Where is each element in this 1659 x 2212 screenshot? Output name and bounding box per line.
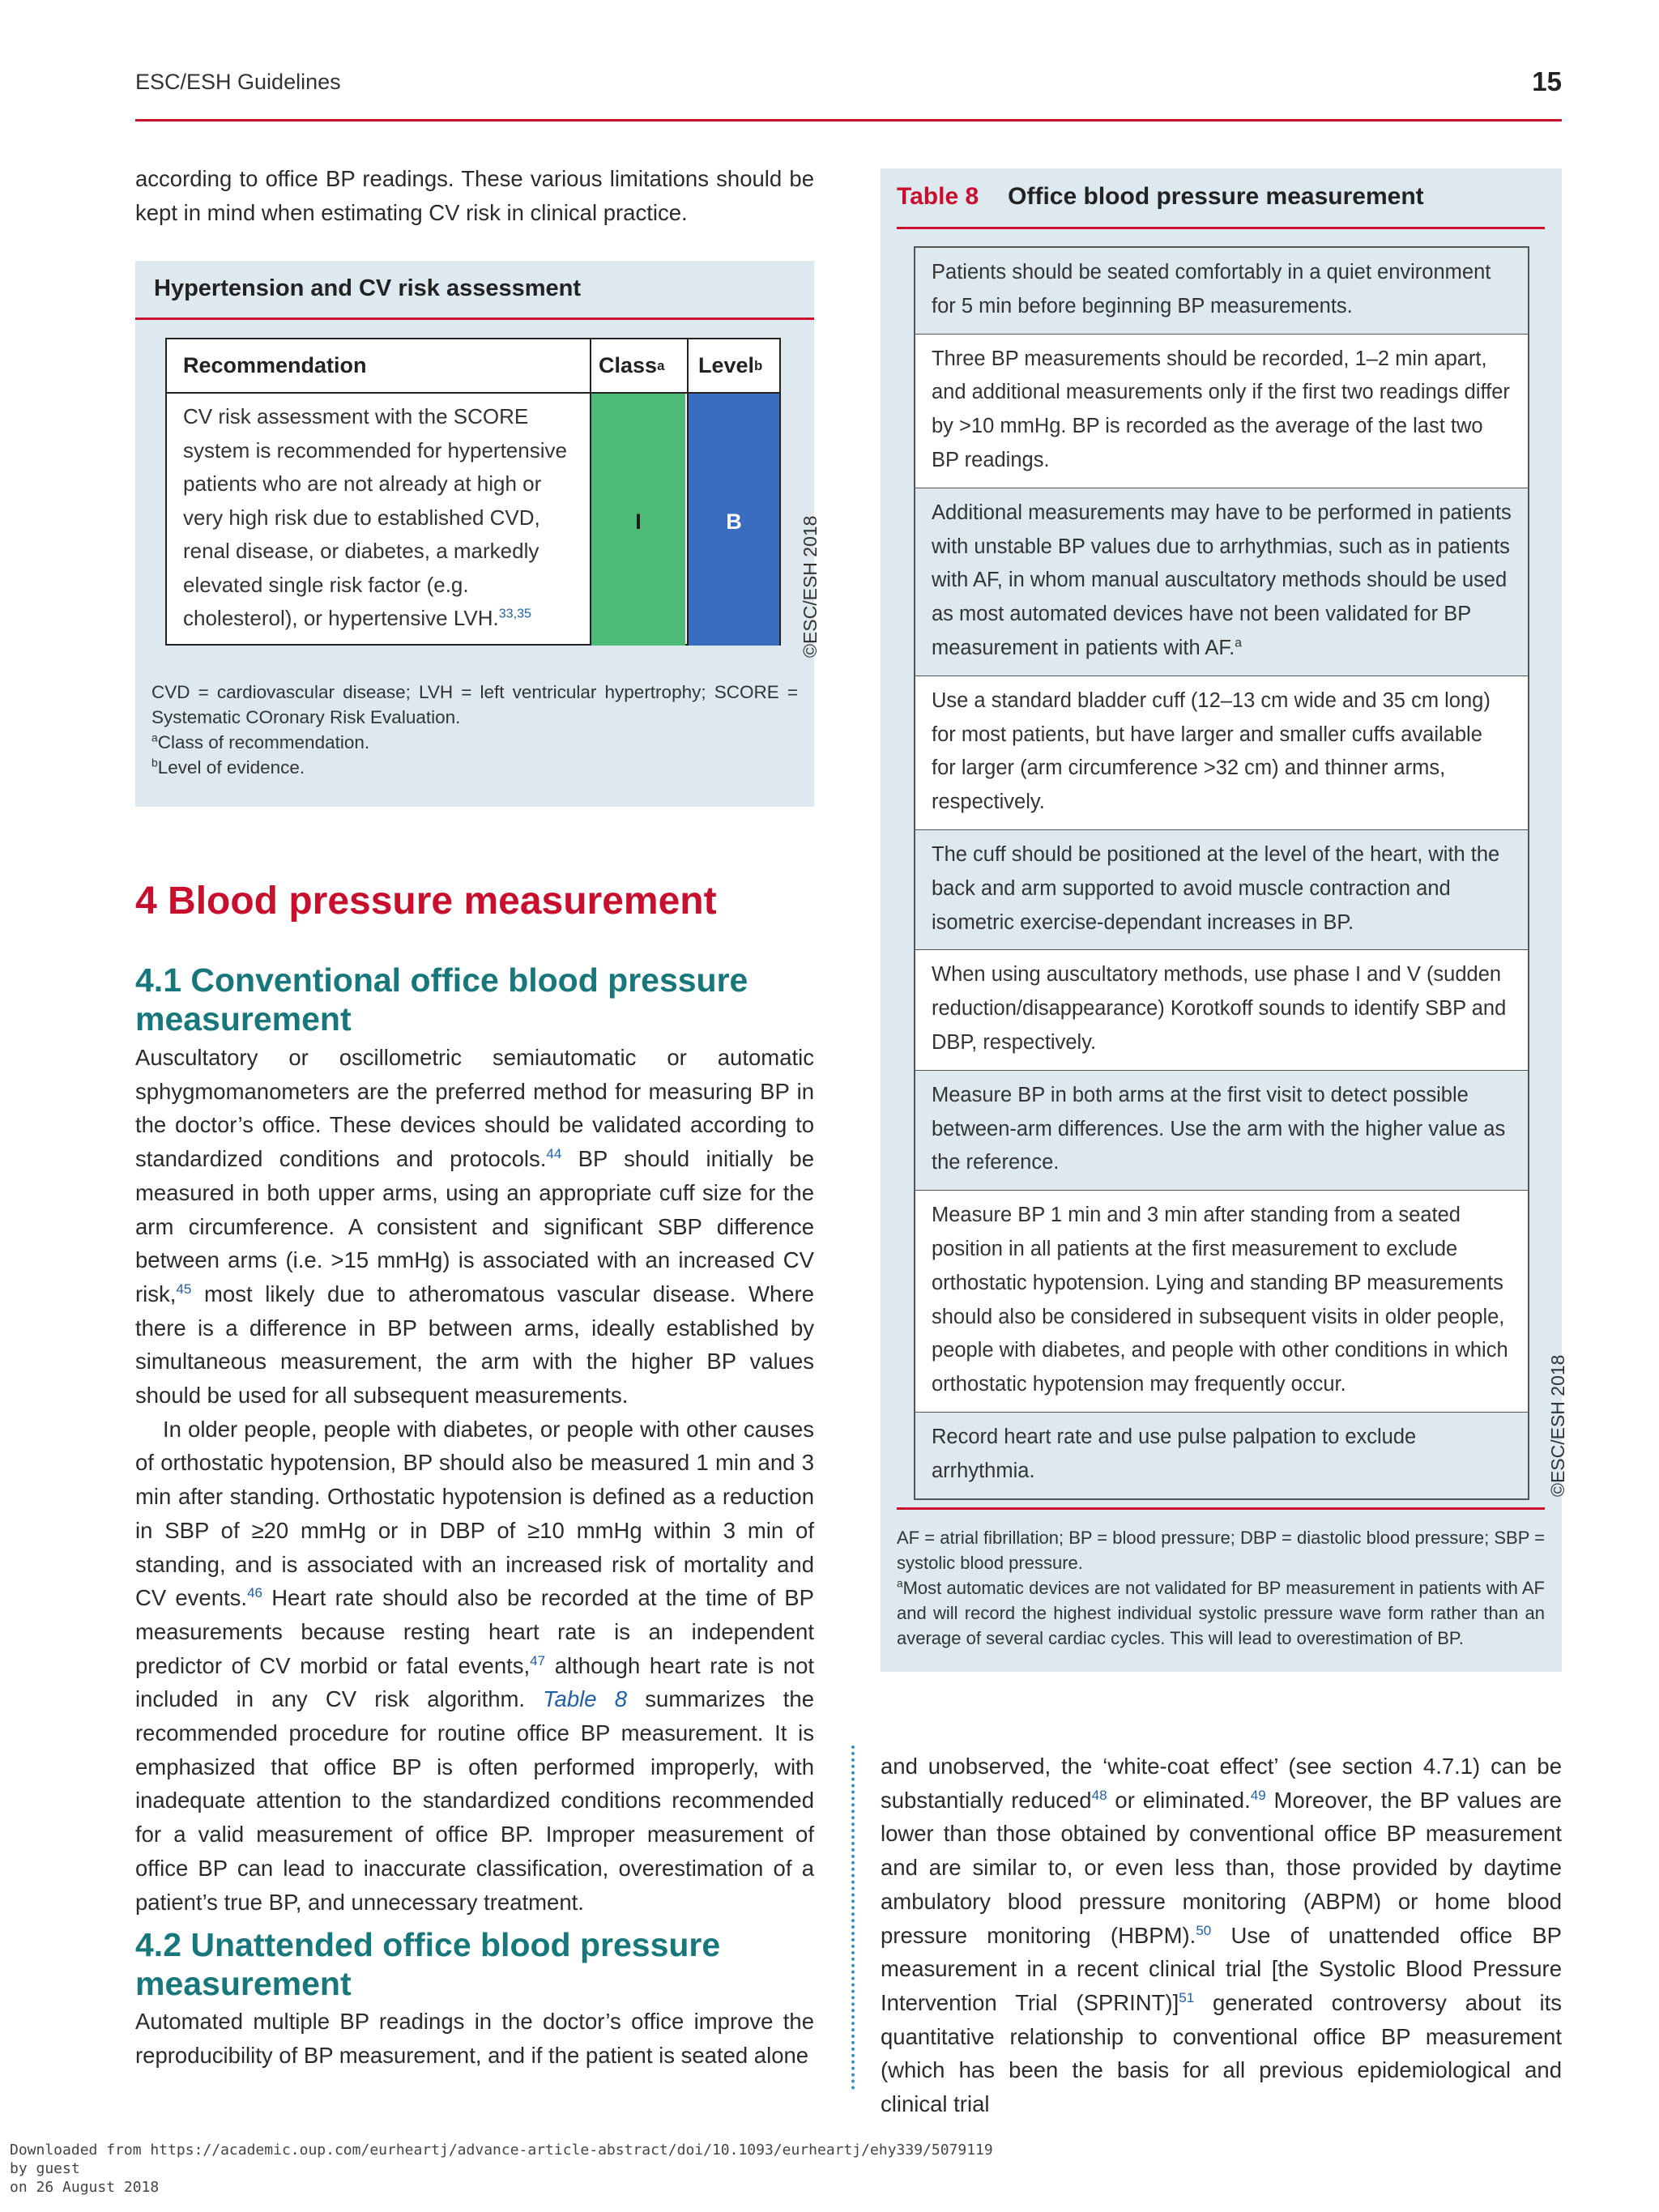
col-level-label: Level xyxy=(698,353,755,377)
table-row: Measure BP 1 min and 3 min after standing from a seated position in all patients at the first measurement to exclude orthostatic hypotension. Lying and standing BP measurements should also be considered in subsequent visits in older people, people with diabetes, and people with other conditions in which orthostatic hypotension may frequently occur. xyxy=(915,1191,1528,1413)
table-label: Table 8 xyxy=(897,183,979,210)
recommendation-table-header xyxy=(167,339,779,394)
table-row: Three BP measurements should be recorded, 1–2 min apart, and additional measurements only if the first two readings differ by >10 mmHg. BP is recorded as the average of the last two BP readings. xyxy=(915,335,1528,488)
copyright-watermark: ©ESC/ESH 2018 xyxy=(1547,1354,1568,1497)
class-value: I xyxy=(635,509,642,534)
footnote-a-mark: a xyxy=(151,731,158,744)
level-value: B xyxy=(726,509,742,534)
footnote-abbreviations: AF = atrial fibrillation; BP = blood pressure; DBP = diastolic blood pressure; SBP = systolic blood pressure. xyxy=(897,1528,1545,1573)
text-run: In older people, people with diabetes, or people with other causes of orthostatic hypotension, BP should also be measured 1 min and 3 min after standing. Orthostatic hypotension is defined as a reduction in SBP of ≥20 mmHg or in DBP of ≥10 mmHg within 3 min of standing, and is associated with an increased risk of mortality and CV events. xyxy=(135,1416,814,1611)
footnote-abbreviations: CVD = cardiovascular disease; LVH = left ventricular hypertrophy; SCORE = Systematic COronary Risk Evaluation. xyxy=(151,682,798,727)
citation[interactable]: 51 xyxy=(1179,1989,1195,2005)
table-8-rows xyxy=(914,246,1529,1500)
citation[interactable]: 47 xyxy=(530,1652,546,1669)
download-note: Downloaded from https://academic.oup.com/eurheartj/advance-article-abstract/doi/10.1093/eurheartj/ehy339/5079119 by guest on 26 August 2018 xyxy=(10,2142,993,2196)
column-separator xyxy=(851,1745,855,2090)
footnote-mark: a xyxy=(1235,636,1242,650)
page-number: 15 xyxy=(1532,66,1562,96)
recommendation-text xyxy=(183,400,580,636)
text-run: summarizes the recommended procedure for routine office BP measurement. It is emphasized that office BP is often performed improperly, with inadequate attention to the standardized conditions recommended for a valid measurement of office BP. Improper measurement of office BP can lead to inaccurate classification, overestimation of a patient’s true BP, and unnecessary treatment. xyxy=(135,1686,814,1915)
citation[interactable]: 44 xyxy=(546,1145,562,1161)
footnote-a-text: Most automatic devices are not validated for BP measurement in patients with AF and will record the highest individual systolic pressure wave form rather than an average of several cardiac cycles. This will lead to overestimation of BP. xyxy=(897,1578,1545,1648)
level-cell xyxy=(689,392,779,646)
table-8-title xyxy=(897,183,1424,211)
running-header: ESC/ESH Guidelines xyxy=(135,70,341,94)
col-class: Class a xyxy=(599,353,665,377)
paragraph xyxy=(135,1041,814,1413)
footnote-a-mark: a xyxy=(897,1577,903,1590)
citation[interactable]: 49 xyxy=(1250,1787,1266,1803)
text-run: or eliminated. xyxy=(1107,1787,1251,1813)
paragraph xyxy=(881,1750,1562,2121)
col-recommendation: Recommendation xyxy=(183,353,367,377)
footnote-b-mark: b xyxy=(151,756,158,769)
table-row: When using auscultatory methods, use phase I and V (sudden reduction/disappearance) Korotkoff sounds to identify SBP and DBP, respectively. xyxy=(915,950,1528,1070)
table-row-text: Additional measurements may have to be performed in patients with unstable BP values due to arrhythmias, such as in patients with AF, in whom manual auscultatory methods should be used as most automated devices have not been validated for BP measurement in patients with AF. xyxy=(932,501,1512,659)
footnote-a-text: Class of recommendation. xyxy=(157,732,370,752)
paragraph xyxy=(135,1413,814,1920)
table-title: Office blood pressure measurement xyxy=(1008,183,1424,210)
paragraph: Automated multiple BP readings in the doctor’s office improve the reproducibility of BP measurement, and if the patient is seated alone xyxy=(135,2009,814,2068)
text-run: most likely due to atheromatous vascular disease. Where there is a difference in BP between arms, ideally established by simultaneous measurement, the arm with the higher BP values should be used for all subsequent measurements. xyxy=(135,1281,814,1409)
table-row: The cuff should be positioned at the level of the heart, with the back and arm supported to avoid muscle contraction and isometric exercise-dependant increases in BP. xyxy=(915,830,1528,950)
col-level: Level b xyxy=(698,353,763,377)
text-run: and unobserved, the ‘white-coat effect’ (see section 4.7.1) can be substantially reduced xyxy=(881,1754,1562,1813)
table-8-link[interactable]: Table 8 xyxy=(543,1686,628,1712)
text-run: Use of unattended office BP measurement in a recent clinical trial [the Systolic Blood Pressure Intervention Trial (SPRINT)] xyxy=(881,1922,1562,2015)
text-run: generated controversy about its quantitative relationship to conventional office BP measurement (which has been the basis for all previous epidemiological and clinical trial xyxy=(881,1989,1562,2117)
intro-paragraph xyxy=(135,162,814,229)
table-divider xyxy=(687,339,689,644)
citation[interactable]: 45 xyxy=(176,1281,192,1297)
section-4-2-body xyxy=(135,2005,814,2072)
table-row: Measure BP in both arms at the first visit to detect possible between-arm differences. Use the arm with the higher value as the reference. xyxy=(915,1071,1528,1191)
recommendation-footnotes xyxy=(151,680,798,780)
table-divider xyxy=(590,339,591,644)
subsection-heading-4-2: 4.2 Unattended office blood pressure measurement xyxy=(135,1926,721,2002)
table-row: Record heart rate and use pulse palpation to exclude arrhythmia. xyxy=(915,1413,1528,1498)
text-run: Heart rate should also be recorded at the time of BP measurements because resting heart rate is an independent predictor of CV morbid or fatal events, xyxy=(135,1585,814,1678)
footnote-b xyxy=(151,755,798,780)
footnote-a xyxy=(897,1575,1545,1651)
right-column-body xyxy=(881,1750,1562,2121)
recommendation-body: CV risk assessment with the SCORE system is recommended for hypertensive patients who are not already at high or very high risk due to established CVD, renal disease, or diabetes, a markedly elevated single risk factor (e.g. cholesterol), or hypertensive LVH. xyxy=(183,404,567,630)
class-cell xyxy=(591,392,685,646)
copyright-watermark: ©ESC/ESH 2018 xyxy=(800,515,821,658)
table-row xyxy=(915,488,1528,676)
citation[interactable]: 48 xyxy=(1091,1787,1107,1803)
citation[interactable]: 46 xyxy=(247,1585,263,1601)
footnote-a xyxy=(151,730,798,755)
footnote-b-text: Level of evidence. xyxy=(157,757,305,778)
table-8-rule xyxy=(897,227,1545,229)
intro-text: according to office BP readings. These various limitations should be kept in mind when estimating CV risk in clinical practice. xyxy=(135,166,814,225)
table-8-bottom-rule xyxy=(897,1507,1545,1510)
citation[interactable]: 50 xyxy=(1196,1922,1212,1938)
text-run: BP should initially be measured in both upper arms, using an appropriate cuff size for the arm circumference. A consistent and significant SBP difference between arms (i.e. >15 mmHg) is associated with an increased CV risk, xyxy=(135,1146,814,1306)
citation[interactable]: 33,35 xyxy=(498,606,532,621)
col-class-label: Class xyxy=(599,353,658,377)
text-run: Auscultatory or oscillometric semiautomatic or automatic sphygmomanometers are the preferred method for measuring BP in the doctor’s office. These devices should be validated according to standardized conditions and protocols. xyxy=(135,1045,814,1172)
text-run: Moreover, the BP values are lower than those obtained by conventional office BP measurement and are similar to, or even less than, those provided by daytime ambulatory blood pressure monitoring (ABPM) or home blood pressure monitoring (HBPM). xyxy=(881,1787,1562,1948)
table-row: Use a standard bladder cuff (12–13 cm wide and 35 cm long) for most patients, but have larger and smaller cuffs available for larger (arm circumference >32 cm) and thinner arms, respectively. xyxy=(915,676,1528,830)
table-row: Patients should be seated comfortably in a quiet environment for 5 min before beginning BP measurements. xyxy=(915,248,1528,335)
section-heading: 4 Blood pressure measurement xyxy=(135,880,717,923)
text-run: although heart rate is not included in any CV risk algorithm. xyxy=(135,1652,815,1712)
section-4-1-body xyxy=(135,1041,814,1919)
recommendation-box-rule xyxy=(135,318,814,320)
subsection-heading-4-1: 4.1 Conventional office blood pressure measurement xyxy=(135,961,748,1038)
header-rule xyxy=(135,119,1562,121)
recommendation-box-title: Hypertension and CV risk assessment xyxy=(154,275,582,301)
table-8-footnotes xyxy=(897,1525,1545,1651)
